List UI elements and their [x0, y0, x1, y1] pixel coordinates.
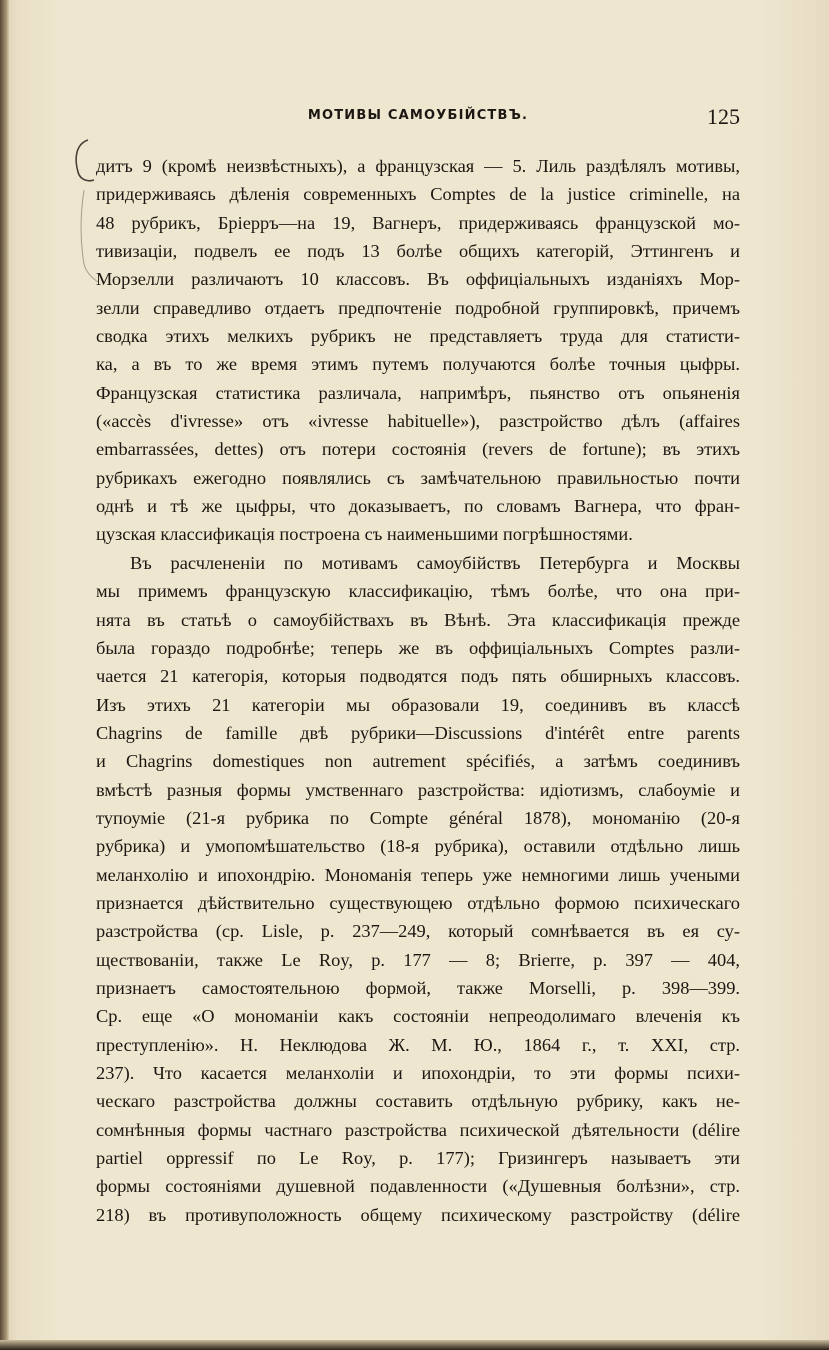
text-line: embarrassées, dettes) отъ потери состоянія (revers de fortune); въ этихъ: [96, 439, 740, 460]
text-line: сомнѣнныя формы частнаго разстройства психической дѣятельности (délire: [96, 1119, 740, 1140]
paragraph-first-line: Въ расчлененіи по мотивамъ самоубійствъ Петербурга и Москвы: [130, 552, 740, 573]
text-line: ществованіи, также Le Roy, p. 177 — 8; Brierre, p. 397 — 404,: [96, 949, 740, 970]
text-line: признается дѣйствительно существующею отдѣльно формою психическаго: [96, 892, 740, 913]
text-line: была гораздо подробнѣе; теперь же въ оффиціальныхъ Comptes разли-: [96, 637, 740, 658]
text-line: Морзелли различаютъ 10 классовъ. Въ оффиціальныхъ изданіяхъ Мор-: [96, 269, 740, 290]
text-line: и Chagrins domestiques non autrement spécifiés, а затѣмъ соединивъ: [96, 751, 740, 772]
text-line: Французская статистика различала, напримѣръ, пьянство отъ опьяненія: [96, 382, 740, 403]
body-text: [96, 152, 740, 1229]
text-line: сводка этихъ мелкихъ рубрикъ не представляетъ труда для статисти-: [96, 326, 740, 347]
text-line: вмѣстѣ разныя формы умственнаго разстройства: идіотизмъ, слабоуміе и: [96, 779, 740, 800]
text-line: рубрикахъ ежегодно появлялись съ замѣчательною правильностью почти: [96, 467, 740, 488]
text-line: мы примемъ французскую классификацію, тѣмъ болѣе, что она при-: [96, 581, 740, 602]
text-line: чается 21 категорія, которыя подводятся подъ пять обширныхъ классовъ.: [96, 666, 740, 687]
text-line: формы состояніями душевной подавленности («Душевныя болѣзни», стр.: [96, 1176, 740, 1197]
paragraph-end-line: цузская классификація построена съ наименьшими погрѣшностями.: [96, 524, 633, 545]
text-line: тупоуміе (21-я рубрика по Compte général 1878), мономанію (20-я: [96, 807, 740, 828]
text-line: разстройства (ср. Lisle, p. 237—249, который сомнѣвается въ ея су-: [96, 921, 740, 942]
text-line: Chagrins de famille двѣ рубрики—Discussions d'intérêt entre parents: [96, 722, 740, 743]
running-title: МОТИВЫ САМОУБІЙСТВЪ.: [307, 108, 529, 123]
page-header: [96, 104, 740, 132]
text-line: 48 рубрикъ, Бріерръ—на 19, Вагнеръ, придерживаясь французской мо-: [96, 212, 740, 233]
text-line: ка, а въ то же время этимъ путемъ получаются болѣе точныя цыфры.: [96, 354, 740, 375]
text-line: Ср. еще «О мономаніи какъ состояніи непреодолимаго влеченія къ: [96, 1006, 740, 1027]
text-line: ческаго разстройства должны составить отдѣльную рубрику, какъ не-: [96, 1091, 740, 1112]
text-line: 237). Что касается меланхоліи и ипохондріи, то эти формы психи-: [96, 1063, 740, 1083]
page-bottom-edge: [0, 1340, 829, 1350]
pencil-margin-mark: [58, 136, 98, 286]
text-line: однѣ и тѣ же цыфры, что доказываетъ, по словамъ Вагнера, что фран-: [96, 496, 740, 517]
page-binding-edge: [0, 0, 9, 1350]
page-number: 125: [707, 104, 740, 129]
text-line: преступленію». Н. Неклюдова Ж. М. Ю., 1864 г., т. XXI, стр.: [96, 1034, 740, 1055]
text-line: рубрика) и умопомѣшательство (18-я рубрика), оставили отдѣльно лишь: [96, 836, 740, 857]
text-line: Изъ этихъ 21 категоріи мы образовали 19, соединивъ въ классѣ: [96, 694, 740, 715]
text-line: меланхолію и ипохондрію. Мономанія теперь уже немногими лишь учеными: [96, 864, 740, 885]
text-line: зелли справедливо отдаетъ предпочтеніе подробной группировкѣ, причемъ: [96, 297, 740, 318]
text-line: partiel oppressif по Le Roy, p. 177); Гризингеръ называетъ эти: [96, 1148, 740, 1169]
text-line: («accès d'ivresse» отъ «ivresse habituelle»), разстройство дѣлъ (affaires: [96, 411, 740, 432]
text-line: признаетъ самостоятельною формой, также Morselli, p. 398—399.: [96, 977, 740, 998]
text-line: тивизаціи, подвелъ ее подъ 13 болѣе общихъ категорій, Эттингенъ и: [96, 241, 740, 262]
text-line: нята въ статьѣ о самоубійствахъ въ Вѣнѣ. Эта классификація прежде: [96, 609, 740, 630]
text-line: придерживаясь дѣленія современныхъ Comptes de la justice criminelle, на: [96, 184, 740, 205]
text-line: 218) въ противуположность общему психическому разстройству (délire: [96, 1204, 740, 1225]
text-line: дитъ 9 (кромѣ неизвѣстныхъ), а французская — 5. Лиль раздѣлялъ мотивы,: [96, 156, 740, 176]
